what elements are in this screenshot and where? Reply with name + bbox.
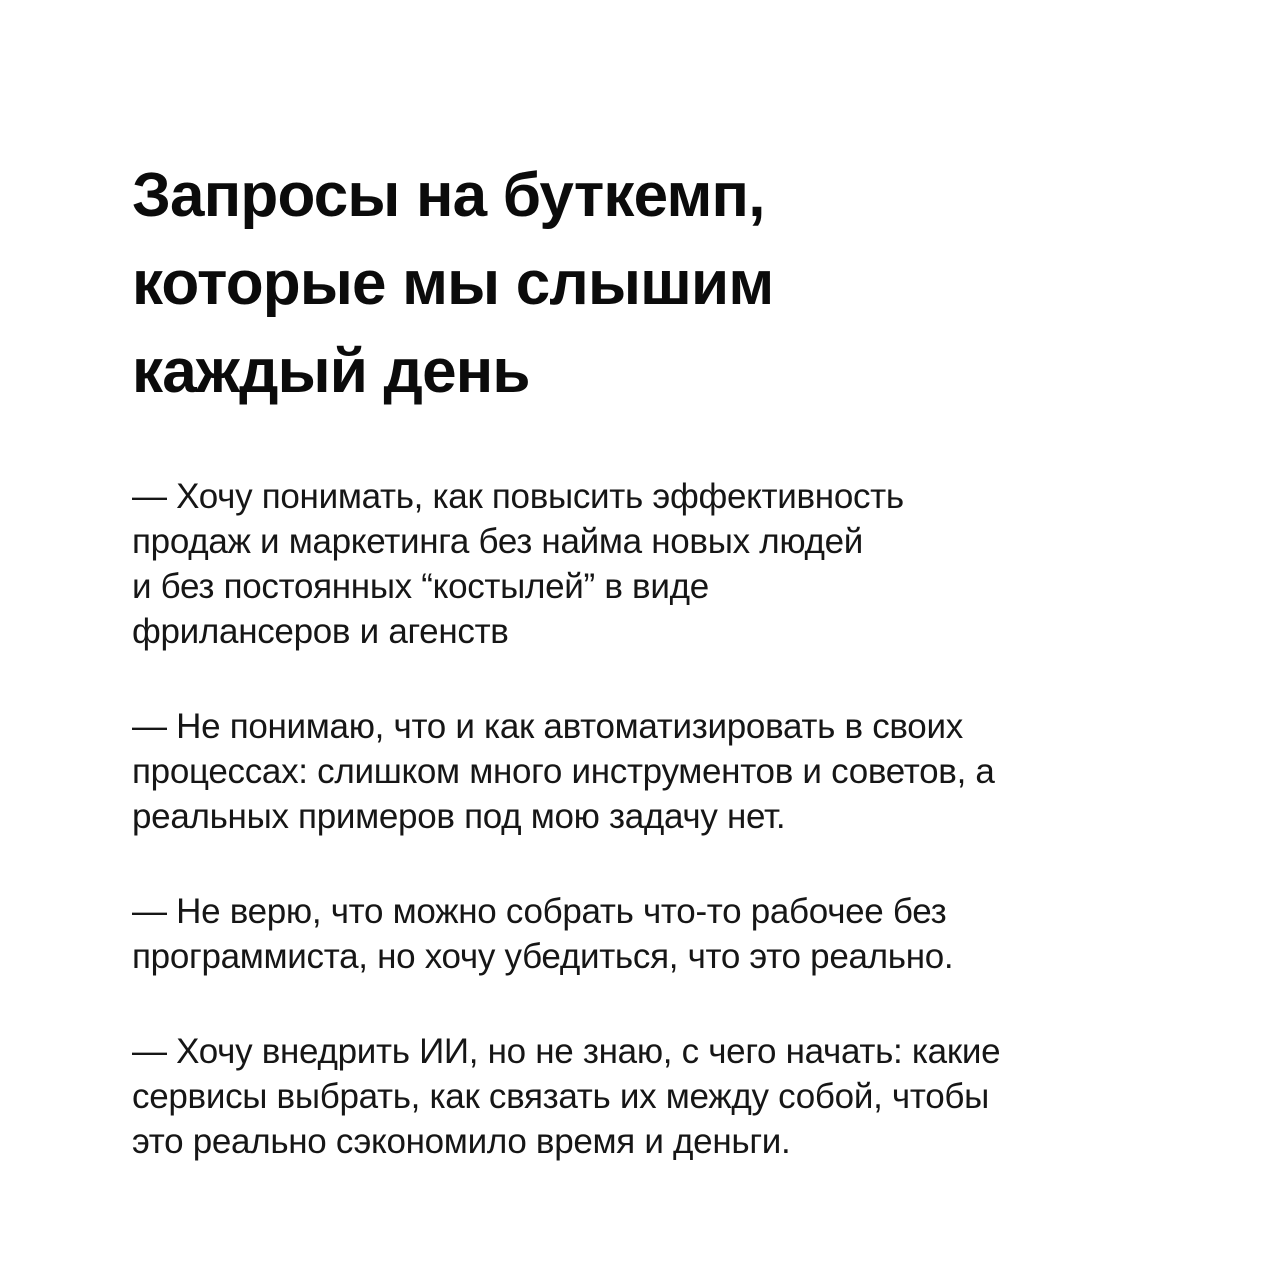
quote-line: — Хочу внедрить ИИ, но не знаю, с чего начать: какие: [132, 1032, 1001, 1071]
title-line: которые мы слышим: [132, 249, 774, 318]
quote-list: [132, 474, 1232, 1214]
title-line: Запросы на буткемп,: [132, 161, 765, 230]
quote-item: [132, 1029, 1232, 1164]
quote-line: и без постоянных “костылей” в виде: [132, 567, 709, 606]
quote-item: [132, 704, 1232, 839]
title-line: каждый день: [132, 337, 530, 406]
quote-line: фрилансеров и агенств: [132, 612, 509, 651]
quote-item: [132, 889, 1232, 979]
quote-line: сервисы выбрать, как связать их между собой, чтобы: [132, 1077, 989, 1116]
quote-line: продаж и маркетинга без найма новых людей: [132, 522, 864, 561]
quote-line: — Не понимаю, что и как автоматизировать в своих: [132, 707, 963, 746]
quote-item: [132, 474, 1232, 654]
quote-line: реальных примеров под мою задачу нет.: [132, 797, 786, 836]
page-title: [132, 152, 1212, 416]
quote-line: программиста, но хочу убедиться, что это реально.: [132, 937, 954, 976]
quote-line: это реально сэкономило время и деньги.: [132, 1122, 791, 1161]
quote-line: — Хочу понимать, как повысить эффективность: [132, 477, 904, 516]
quote-line: — Не верю, что можно собрать что-то рабочее без: [132, 892, 947, 931]
quote-line: процессах: слишком много инструментов и советов, а: [132, 752, 995, 791]
